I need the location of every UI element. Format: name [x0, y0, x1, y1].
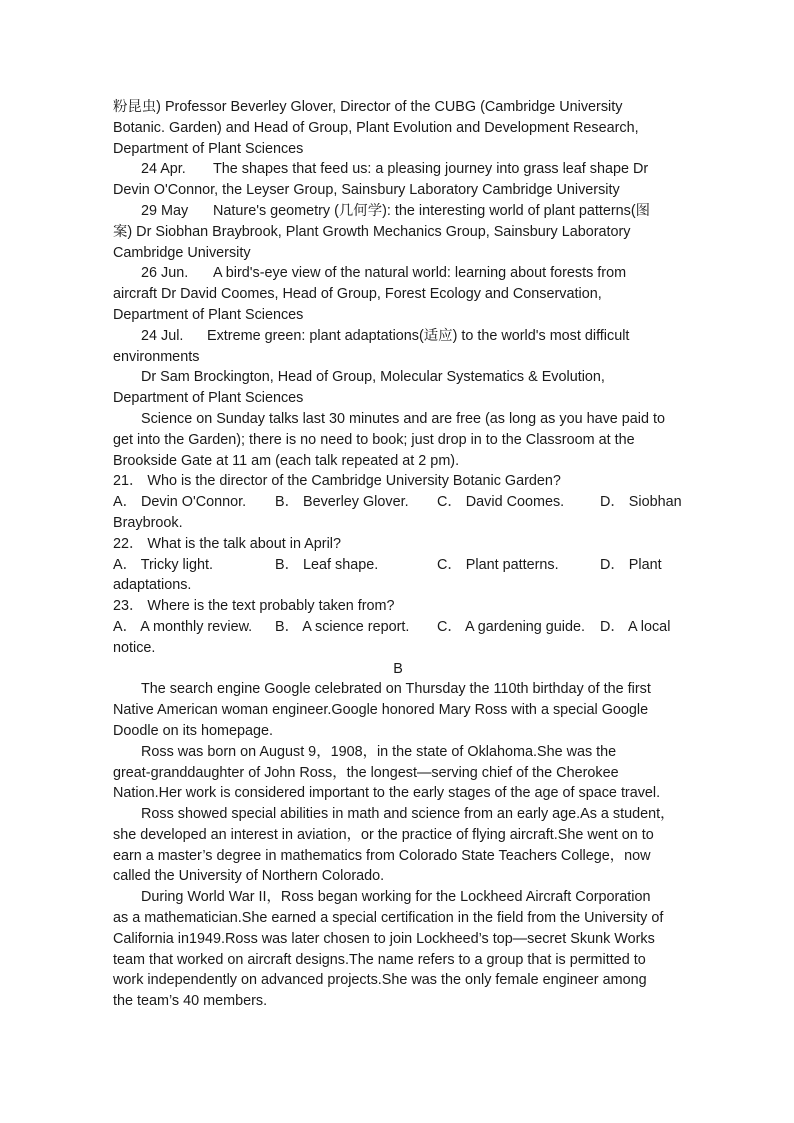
paragraph-line: During World War II，Ross began working for the Lockheed Aircraft Corporation — [141, 889, 651, 906]
option-d: D． Siobhan — [600, 494, 682, 511]
text-line: Cambridge University — [113, 244, 251, 261]
paragraph-line: Doodle on its homepage. — [113, 722, 274, 739]
option-a: A． Devin O'Connor. — [113, 494, 247, 511]
option-b: B． A science report. — [275, 618, 410, 635]
option-c: C． Plant patterns. — [437, 556, 559, 573]
option-d: D． A local — [600, 618, 671, 635]
text-line: 案) Dr Siobhan Braybrook, Plant Growth Mechanics Group, Sainsbury Laboratory — [113, 223, 631, 240]
option-wrap: adaptations. — [113, 577, 192, 594]
option-c: C． A gardening guide. — [437, 618, 586, 635]
paragraph-line: California in1949.Ross was later chosen to join Lockheed’s top—secret Skunk Works — [113, 930, 655, 947]
text-line: Department of Plant Sciences — [113, 140, 304, 157]
text-line: Department of Plant Sciences — [113, 306, 304, 323]
document-page — [113, 97, 683, 1012]
text-line: Department of Plant Sciences — [113, 390, 304, 407]
paragraph-line: as a mathematician.She earned a special certification in the field from the University of — [113, 910, 664, 927]
paragraph-line: earn a master’s degree in mathematics from Colorado State Teachers College，now — [113, 847, 651, 864]
option-a: A． A monthly review. — [113, 618, 253, 635]
talk-date: 24 Apr. — [141, 161, 186, 178]
text-line: Botanic. Garden) and Head of Group, Plant Evolution and Development Research, — [113, 119, 639, 136]
paragraph-line: work independently on advanced projects.She was the only female engineer among — [113, 972, 647, 989]
talk-title: A bird's-eye view of the natural world: learning about forests from — [213, 265, 627, 282]
paragraph-line: great-granddaughter of John Ross，the longest—serving chief of the Cherokee — [113, 764, 619, 781]
text-line: aircraft Dr David Coomes, Head of Group, Forest Ecology and Conservation, — [113, 286, 602, 303]
option-c: C． David Coomes. — [437, 494, 565, 511]
question-22-stem: 22． What is the talk about in April? — [113, 535, 341, 552]
talk-may-line — [113, 201, 683, 222]
paragraph-line: Ross was born on August 9，1908，in the state of Oklahoma.She was the — [141, 743, 617, 760]
talk-jun-line — [113, 263, 683, 284]
question-21-options — [113, 492, 683, 513]
talk-title: Extreme green: plant adaptations(适应) to the world's most difficult — [207, 327, 630, 344]
paragraph-line: the team’s 40 members. — [113, 993, 268, 1010]
text-line: get into the Garden); there is no need to book; just drop in to the Classroom at the — [113, 431, 635, 448]
talk-date: 26 Jun. — [141, 265, 189, 282]
option-wrap: Braybrook. — [113, 514, 183, 531]
section-b-heading: B — [393, 660, 403, 677]
question-23-stem: 23． Where is the text probably taken from? — [113, 598, 395, 615]
text-line: Devin O'Connor, the Leyser Group, Sainsbury Laboratory Cambridge University — [113, 182, 620, 199]
talk-title: The shapes that feed us: a pleasing journey into grass leaf shape Dr — [213, 161, 649, 178]
talk-apr-line — [113, 159, 683, 180]
option-d: D． Plant — [600, 556, 662, 573]
paragraph-line: Native American woman engineer.Google honored Mary Ross with a special Google — [113, 702, 649, 719]
text-line: 粉昆虫) Professor Beverley Glover, Director of the CUBG (Cambridge University — [113, 99, 623, 115]
paragraph-line: The search engine Google celebrated on Thursday the 110th birthday of the first — [141, 681, 651, 698]
question-21-stem: 21． Who is the director of the Cambridge University Botanic Garden? — [113, 473, 561, 490]
text-line: environments — [113, 348, 200, 365]
paragraph-line: team that worked on aircraft designs.The name refers to a group that is permitted to — [113, 951, 646, 968]
text-line: Brookside Gate at 11 am (each talk repeated at 2 pm). — [113, 452, 460, 469]
talk-date: 29 May — [141, 202, 189, 219]
paragraph-line: called the University of Northern Colorado. — [113, 868, 385, 885]
option-wrap: notice. — [113, 639, 156, 656]
option-b: B． Leaf shape. — [275, 556, 379, 573]
text-line: Science on Sunday talks last 30 minutes and are free (as long as you have paid to — [141, 410, 665, 427]
option-b: B． Beverley Glover. — [275, 494, 409, 511]
option-a: A． Tricky light. — [113, 556, 213, 573]
talk-title: Nature's geometry (几何学): the interesting world of plant patterns(图 — [213, 202, 651, 219]
text-line: Dr Sam Brockington, Head of Group, Molecular Systematics & Evolution, — [141, 369, 605, 386]
paragraph-line: Nation.Her work is considered important to the early stages of the age of space travel. — [113, 785, 661, 802]
question-23-options — [113, 617, 683, 638]
talk-jul-line — [113, 326, 683, 347]
question-22-options — [113, 555, 683, 576]
paragraph-line: Ross showed special abilities in math and science from an early age.As a student， — [141, 806, 675, 823]
paragraph-line: she developed an interest in aviation，or the practice of flying aircraft.She went on to — [113, 826, 654, 843]
talk-date: 24 Jul. — [141, 327, 184, 344]
